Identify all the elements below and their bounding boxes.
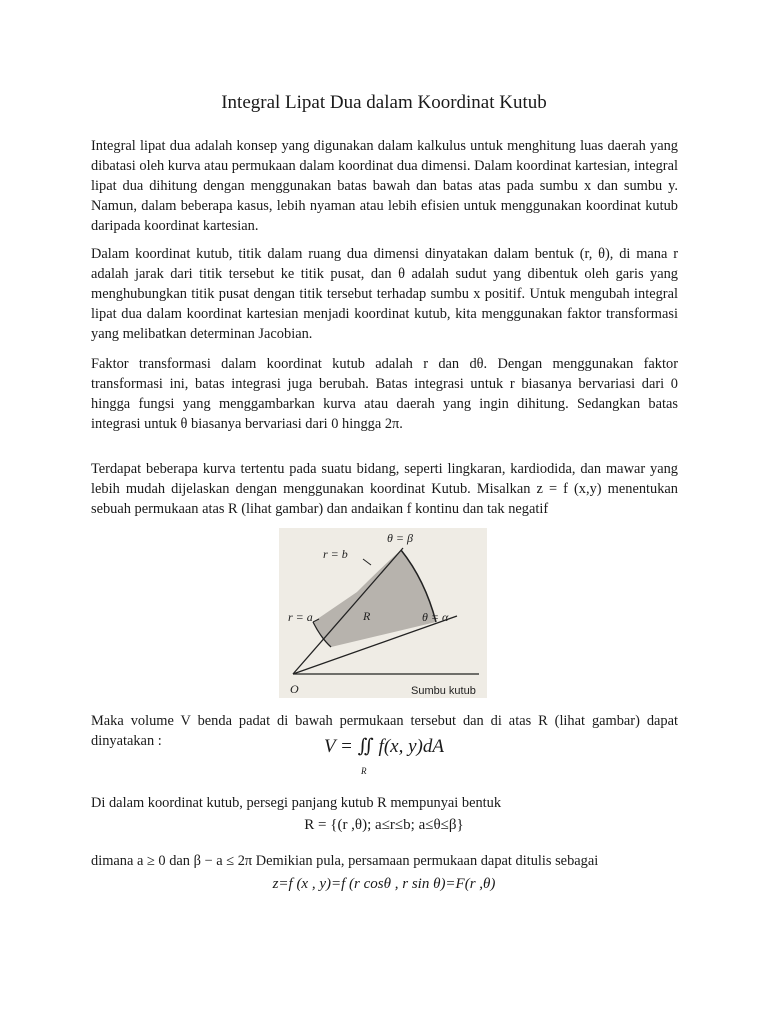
paragraph-polar-coordinates: Dalam koordinat kutub, titik dalam ruang dua dimensi dinyatakan dalam bentuk (r, θ), di mana r adalah jarak dari titik tersebut ke titik pusat, dan θ adalah sudut yang dibentuk oleh garis yang menghubungkan titik pusat dengan titik tersebut terhadap sumbu x positif. Untuk mengubah integral lipat dua dalam koordinat kartesian menjadi koordinat kutub, kita menggunakan faktor transformasi yang melibatkan determinan Jacobian.: [91, 246, 678, 342]
polar-region-figure: [279, 528, 487, 698]
label-theta-beta: θ = β: [387, 531, 413, 545]
paragraph-transformation: Faktor transformasi dalam koordinat kutub adalah r dan dθ. Dengan menggunakan faktor transformasi ini, batas integrasi juga berubah. Batas integrasi untuk r biasanya bervariasi dari 0 hingga fungsi yang menggambarkan kurva atau daerah yang ingin dihitung. Sedangkan batas integrasi untuk θ biasanya bervariasi dari 0 hingga 2π.: [91, 356, 678, 432]
label-theta-alpha: θ = α: [422, 610, 449, 624]
polar-region-diagram: [279, 528, 487, 698]
formula-surface: z=f (x , y)=f (r cosθ , r sin θ)=F(r ,θ): [272, 876, 496, 892]
formula-volume-subscript: R: [361, 766, 367, 776]
label-origin: O: [290, 682, 299, 696]
paragraph-intro: Integral lipat dua adalah konsep yang digunakan dalam kalkulus untuk menghitung luas daerah yang dibatasi oleh kurva atau permukaan dalam koordinat dua dimensi. Dalam koordinat kartesian, integral lipat dua dihitung dengan menggunakan batas bawah dan batas atas pada sumbu x dan sumbu y. Namun, dalam beberapa kasus, lebih nyaman atau lebih efisien untuk menggunakan koordinat kutub daripada koordinat kartesian.: [91, 138, 678, 234]
formula-region: R = {(r ,θ); a≤r≤b; a≤θ≤β}: [304, 817, 464, 833]
label-r-a: r = a: [288, 610, 313, 624]
region-R-shading: [313, 550, 436, 647]
paragraph-polar-rectangle: Di dalam koordinat kutub, persegi panjang kutub R mempunyai bentuk: [91, 795, 502, 811]
formula-volume: V = ∬ f(x, y)dA: [324, 736, 444, 757]
paragraph-curves: Terdapat beberapa kurva tertentu pada suatu bidang, seperti lingkaran, kardiodida, dan mawar yang lebih mudah dijelaskan dengan menggunakan koordinat Kutub. Misalkan z = f (x,y) menentukan sebuah permukaan atas R (lihat gambar) dan andaikan f kontinu dan tak negatif: [91, 461, 678, 517]
document-title: Integral Lipat Dua dalam Koordinat Kutub: [221, 92, 547, 113]
label-region-R: R: [363, 609, 371, 623]
label-polar-axis: Sumbu kutub: [411, 685, 476, 697]
paragraph-surface: dimana a ≥ 0 dan β − a ≤ 2π Demikian pula, persamaan permukaan dapat ditulis sebagai: [91, 853, 599, 869]
label-r-b: r = b: [323, 547, 348, 561]
paragraph-volume: Maka volume V benda padat di bawah permukaan tersebut dan di atas R (lihat gambar) dapat dinyatakan :: [91, 713, 678, 749]
leader-r-b: [363, 559, 371, 565]
